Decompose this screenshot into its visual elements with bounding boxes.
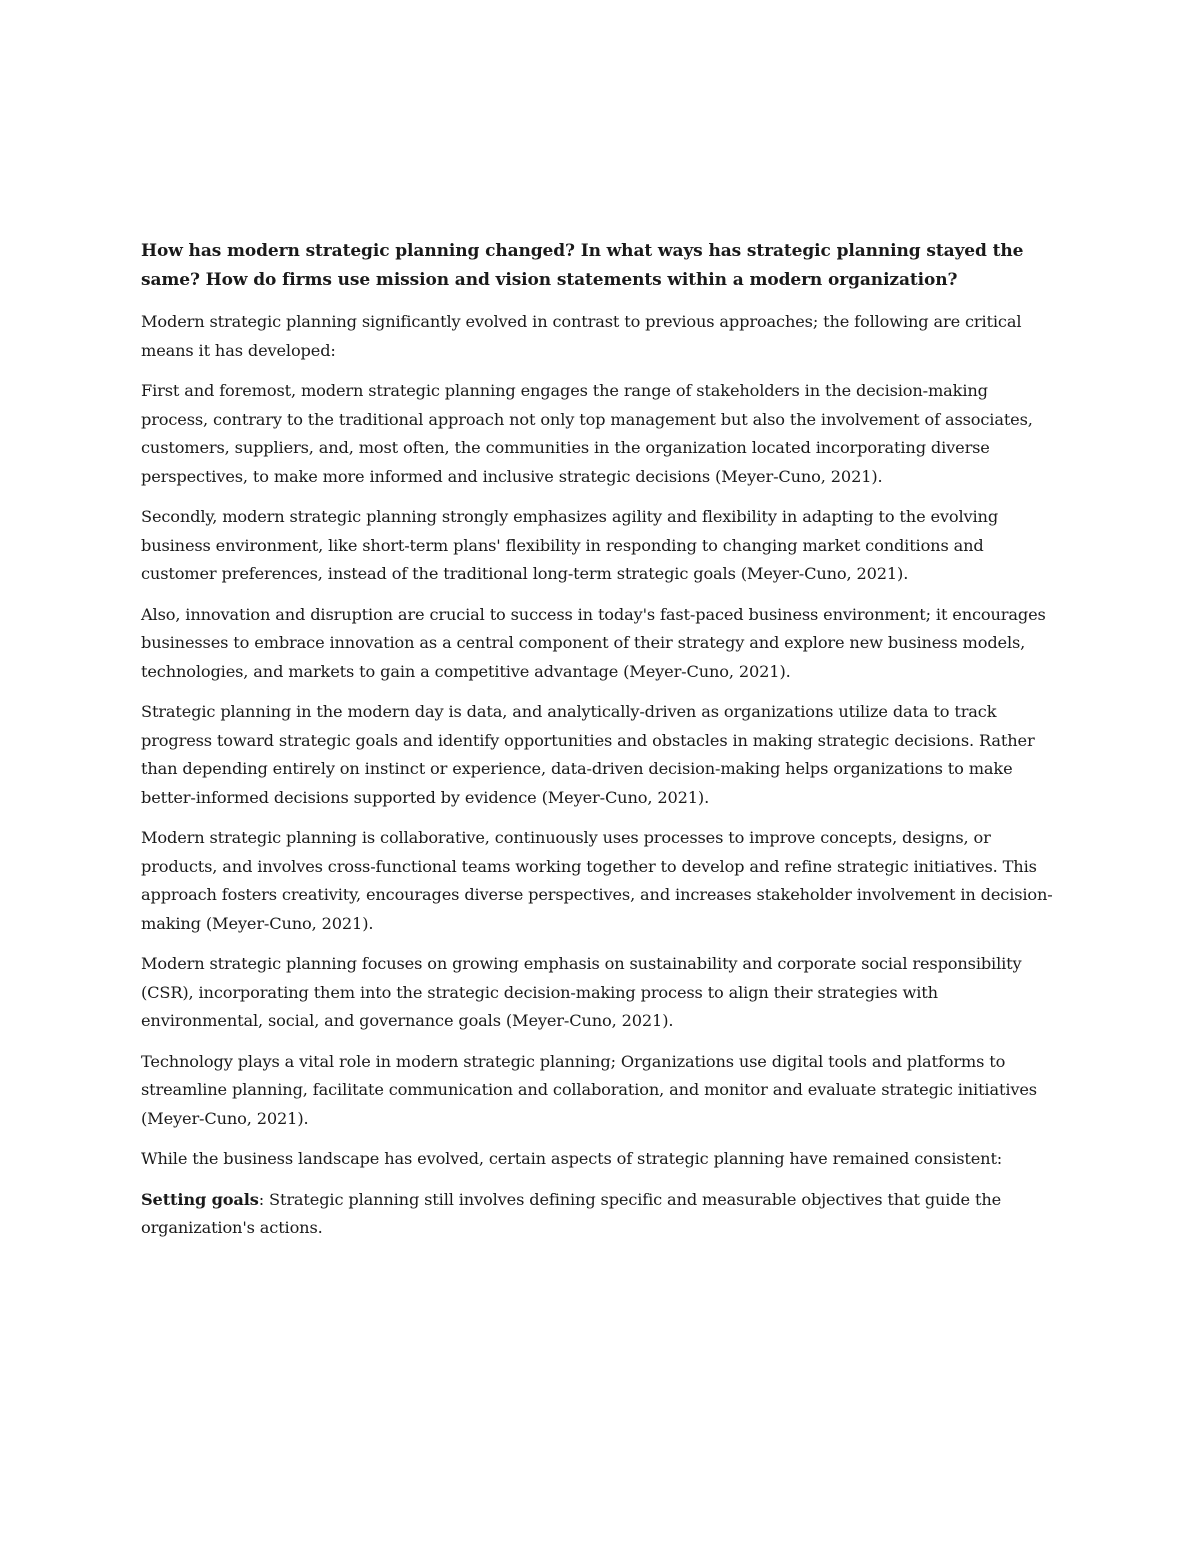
setting-goals-text: : Strategic planning still involves defining specific and measurable objectives that guide the organization's actions. (141, 1189, 1002, 1237)
paragraph-consistent-aspects: While the business landscape has evolved, certain aspects of strategic planning have remained consistent: (141, 1149, 1003, 1168)
paragraph-stakeholders: First and foremost, modern strategic planning engages the range of stakeholders in the decision-making process, contrary to the traditional approach not only top management but also the involvement of associates, customers, suppliers, and, most often, the communities in the organization located incorporating diverse perspectives, to make more informed and inclusive strategic decisions (Meyer-Cuno, 2021). (141, 381, 1033, 486)
paragraph-data-driven: Strategic planning in the modern day is data, and analytically-driven as organizations utilize data to track progress toward strategic goals and identify opportunities and obstacles in making strategic decisions. Rather than depending entirely on instinct or experience, data-driven decision-making helps organizations to make better-informed decisions supported by evidence (Meyer-Cuno, 2021). (141, 702, 1035, 807)
setting-goals-term: Setting goals (141, 1189, 259, 1209)
paragraph-intro: Modern strategic planning significantly evolved in contrast to previous approaches; the following are critical means it has developed: (141, 312, 1022, 360)
paragraph-collaborative: Modern strategic planning is collaborative, continuously uses processes to improve concepts, designs, or products, and involves cross-functional teams working together to develop and refine strategic initiatives. This approach fosters creativity, encourages diverse perspectives, and increases stakeholder involvement in decision-making (Meyer-Cuno, 2021). (141, 828, 1053, 933)
paragraph-agility: Secondly, modern strategic planning strongly emphasizes agility and flexibility in adapting to the evolving business environment, like short-term plans' flexibility in responding to changing market conditions and customer preferences, instead of the traditional long-term strategic goals (Meyer-Cuno, 2021). (141, 507, 999, 583)
paragraph-innovation: Also, innovation and disruption are crucial to success in today's fast-paced business environment; it encourages businesses to embrace innovation as a central component of their strategy and explore new business models, technologies, and markets to gain a competitive advantage (Meyer-Cuno, 2021). (141, 604, 1046, 681)
question-heading: How has modern strategic planning changed? In what ways has strategic planning stayed the same? How do firms use mission and vision statements within a modern organization? (141, 241, 1024, 290)
document-page (141, 237, 1059, 1255)
paragraph-technology: Technology plays a vital role in modern strategic planning; Organizations use digital tools and platforms to streamline planning, facilitate communication and collaboration, and monitor and evaluate strategic initiatives (Meyer-Cuno, 2021). (141, 1051, 1037, 1128)
paragraph-sustainability: Modern strategic planning focuses on growing emphasis on sustainability and corporate social responsibility (CSR), incorporating them into the strategic decision-making process to align their strategies with environmental, social, and governance goals (Meyer-Cuno, 2021). (141, 954, 1022, 1030)
paragraph-setting-goals (141, 1186, 1059, 1243)
